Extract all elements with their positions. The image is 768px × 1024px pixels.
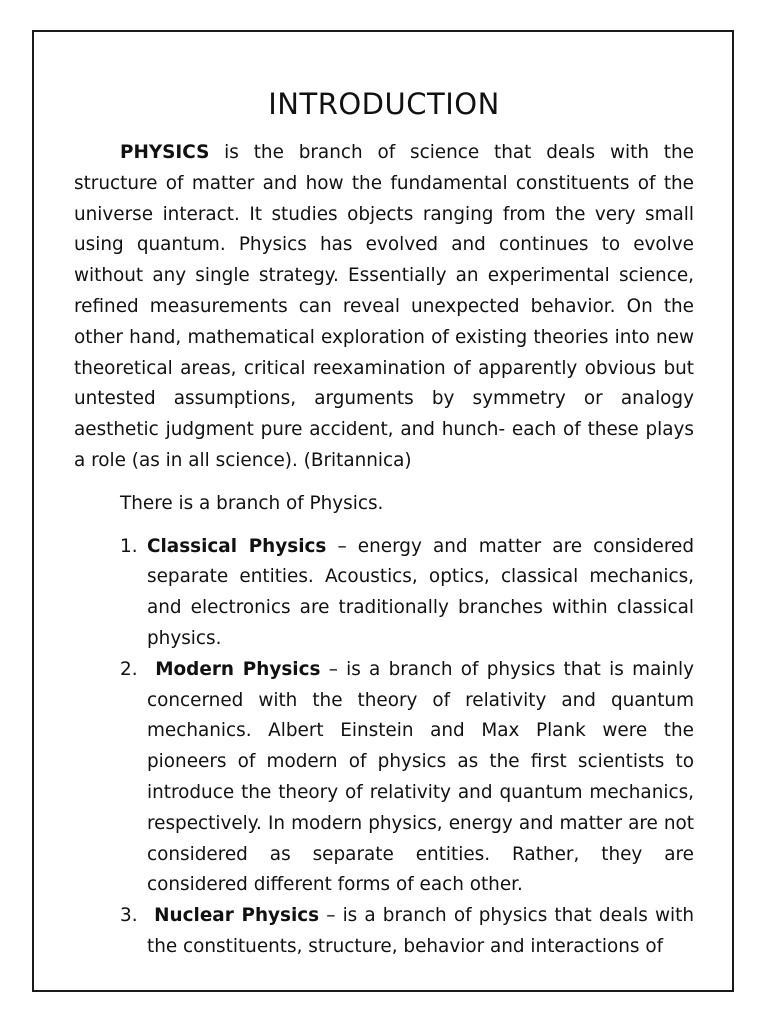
list-item-text: – is a branch of physics that deals with the constituents, structure, behavior and interactions of xyxy=(147,905,694,957)
intro-text: is the branch of science that deals with the structure of matter and how the fundamental constituents of the universe interact. It studies objects ranging from the very small using quantum. Physics has evolved and continues to evolve without any single strategy. Essentially an experimental science, refined measurements can reveal unexpected behavior. On the other hand, mathematical exploration of existing theories into new theoretical areas, critical reexamination of apparently obvious but untested assumptions, arguments by symmetry or analogy aesthetic judgment pure accident, and hunch- each of these plays a role (as in all science). (Britannica) xyxy=(74,142,694,471)
list-item-number: 2. xyxy=(120,658,138,680)
list-item-term: Classical Physics xyxy=(147,535,327,557)
list-item-text: – energy and matter are considered separate entities. Acoustics, optics, classical mechanics, and electronics are traditionally branches within classical physics. xyxy=(147,535,694,649)
list-item-term: Nuclear Physics xyxy=(154,905,320,927)
list-item xyxy=(74,901,694,963)
list-item-term: Modern Physics xyxy=(155,658,321,680)
intro-paragraph xyxy=(74,138,694,477)
list-item-number: 1. xyxy=(120,535,138,557)
page-title: INTRODUCTION xyxy=(268,87,500,121)
list-item-text: – is a branch of physics that is mainly concerned with the theory of relativity and quantum mechanics. Albert Einstein and Max Plank were the pioneers of modern of physics as the first scientists to introduce the theory of relativity and quantum mechanics, respectively. In modern physics, energy and matter are not considered as separate entities. Rather, they are considered different forms of each other. xyxy=(147,658,695,896)
branches-list xyxy=(74,532,694,963)
branches-intro: There is a branch of Physics. xyxy=(120,492,384,514)
document-body xyxy=(74,138,694,963)
list-item xyxy=(74,655,694,901)
list-item-number: 3. xyxy=(120,905,138,927)
intro-lead-term: PHYSICS xyxy=(120,142,210,163)
list-item xyxy=(74,532,694,655)
